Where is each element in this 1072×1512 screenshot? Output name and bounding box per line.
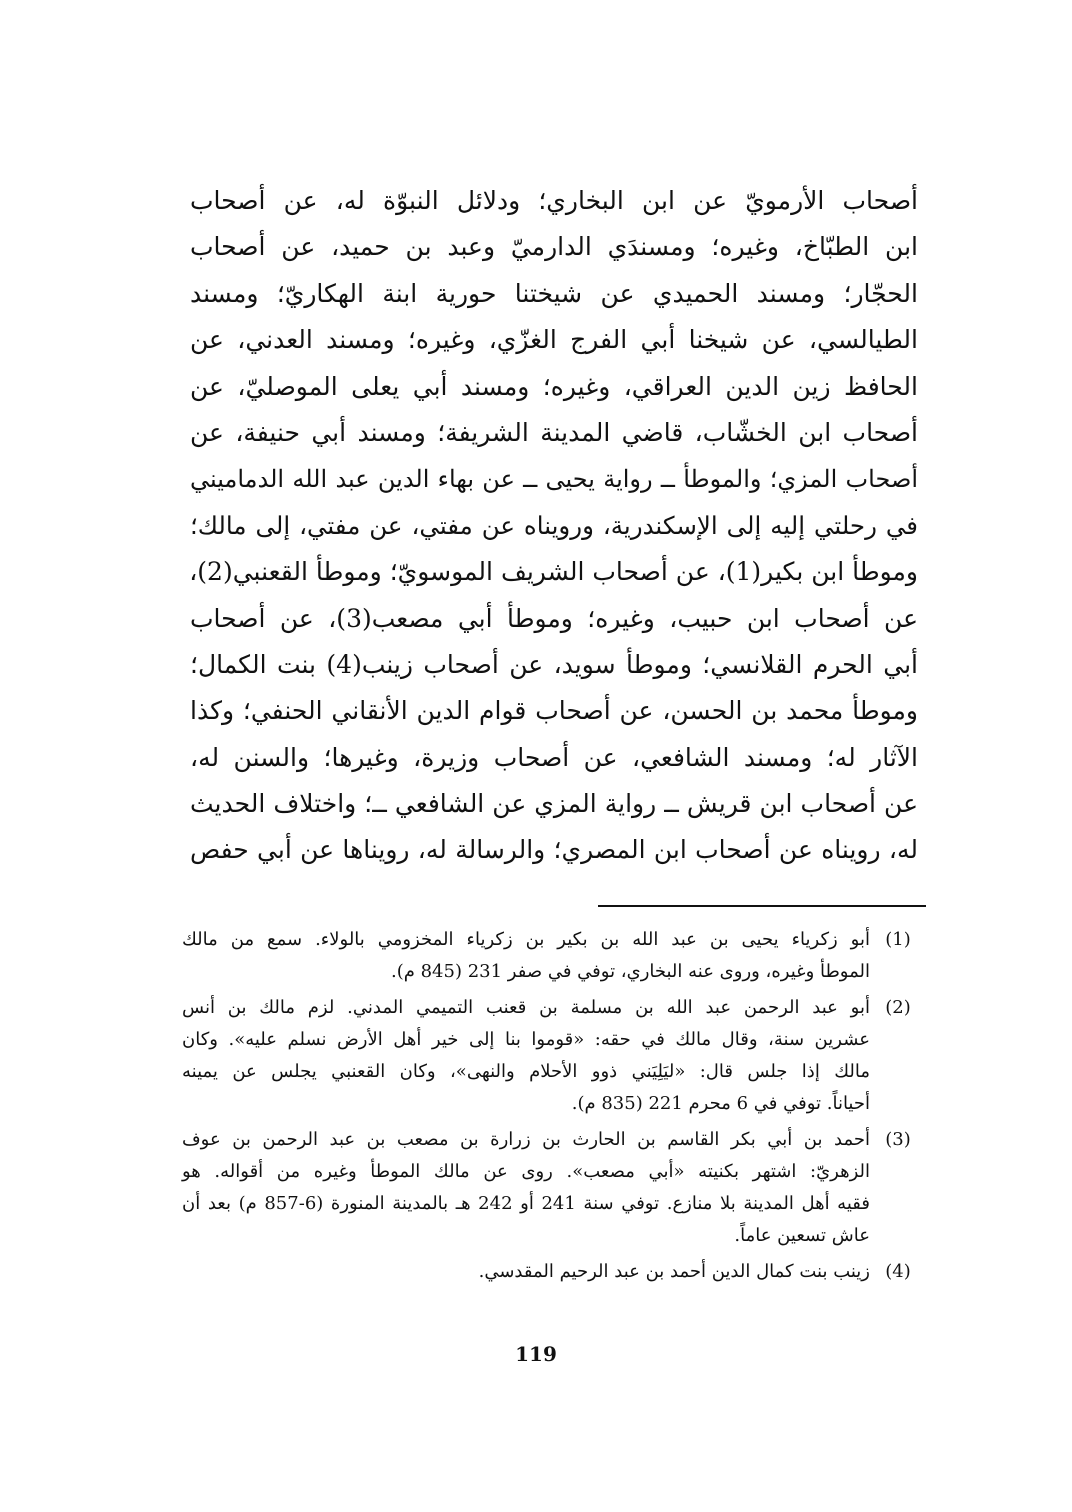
footnote-number: (1) [885, 929, 911, 950]
footnote-line: عشرين سنة، وقال مالك في حقه: «قوموا بنا إلى خير أهل الأرض نسلم عليه». وكان [182, 1029, 870, 1050]
text-line: وموطأ محمد بن الحسن، عن أصحاب قوام الدين الأنقاني الحنفي؛ وكذا [190, 696, 918, 726]
text-line: وموطأ ابن بكير(1)، عن أصحاب الشريف الموسويّ؛ وموطأ القعنبي(2)، [189, 557, 918, 587]
footnote-line: أبو زكرياء يحيى بن عبد الله بن بكير بن زكرياء المخزومي بالولاء. سمع من مالك [182, 929, 870, 950]
page-number: 119 [515, 1342, 557, 1366]
text-line: أصحاب الأرمويّ عن ابن البخاري؛ ودلائل النبوّة له، عن أصحاب [190, 186, 918, 215]
text-line: عن أصحاب ابن قريش ــ رواية المزي عن الشافعي ــ؛ واختلاف الحديث [190, 789, 918, 819]
text-line: الحجّار؛ ومسند الحميدي عن شيختنا حورية ابنة الهكاريّ؛ ومسند [190, 278, 918, 308]
footnote-line: مالك إذا جلس قال: «ليَلِيَني ذوو الأحلام والنهى»، وكان القعنبي يجلس عن يمينه [182, 1061, 870, 1082]
text-line: أبي الحرم القلانسي؛ وموطأ سويد، عن أصحاب زينب(4) بنت الكمال؛ [190, 649, 918, 679]
footnote-line: أبو عبد الرحمن عبد الله بن مسلمة بن قعنب التميمي المدني. لزم مالك بن أنس [182, 997, 870, 1018]
text-line: الآثار له؛ ومسند الشافعي، عن أصحاب وزيرة، وغيرها؛ والسنن له، [190, 742, 918, 772]
text-line: ابن الطبّاخ، وغيره؛ ومسندَي الدارميّ وعبد بن حميد، عن أصحاب [190, 232, 918, 262]
footnote-line: الزهريّ: اشتهر بكنيته «أبي مصعب». روى عن مالك الموطأ وغيره من أقواله. هو [182, 1161, 870, 1182]
footnote-line: الموطأ وغيره، وروى عنه البخاري، توفي في صفر 231 (845 م). [390, 961, 870, 982]
footnote-line: أحياناً. توفي في 6 محرم 221 (835 م). [571, 1093, 870, 1114]
footnote-1 [182, 924, 911, 988]
footnote-number: (4) [885, 1261, 911, 1282]
main-text-block [190, 178, 918, 874]
text-line: له، رويناه عن أصحاب ابن المصري؛ والرسالة له، رويناها عن أبي حفص [190, 835, 918, 865]
footnote-line: فقيه أهل المدينة بلا منازع. توفي سنة 241 أو 242 هـ بالمدينة المنورة (6-857 م) بعد أن [182, 1193, 870, 1214]
text-line: أصحاب ابن الخشّاب، قاضي المدينة الشريفة؛ ومسند أبي حنيفة، عن [190, 417, 918, 447]
text-line: أصحاب المزي؛ والموطأ ــ رواية يحيى ــ عن بهاء الدين عبد الله الدماميني [190, 465, 918, 494]
footnote-line: أحمد بن أبي بكر القاسم بن الحارث بن زرارة بن مصعب بن عبد الرحمن بن عوف [182, 1129, 870, 1150]
footnotes-block [182, 924, 911, 1292]
text-line: في رحلتي إليه إلى الإسكندرية، ورويناه عن مفتي، عن مفتي، إلى مالك؛ [190, 510, 918, 540]
footnote-4 [182, 1256, 911, 1288]
text-line: الحافظ زين الدين العراقي، وغيره؛ ومسند أبي يعلى الموصليّ، عن [190, 371, 918, 401]
footnote-number: (3) [885, 1129, 911, 1150]
text-line: عن أصحاب ابن حبيب، وغيره؛ وموطأ أبي مصعب(3)، عن أصحاب [190, 603, 918, 633]
footnote-line: عاش تسعين عاماً. [734, 1225, 870, 1246]
footnote-3 [182, 1124, 911, 1252]
footnote-2 [182, 992, 911, 1120]
footnote-number: (2) [885, 997, 911, 1018]
footnote-separator [598, 905, 926, 907]
text-line: الطيالسي، عن شيخنا أبي الفرج الغزّي، وغيره؛ ومسند العدني، عن [190, 325, 918, 355]
footnote-line: زينب بنت كمال الدين أحمد بن عبد الرحيم المقدسي. [478, 1261, 870, 1282]
